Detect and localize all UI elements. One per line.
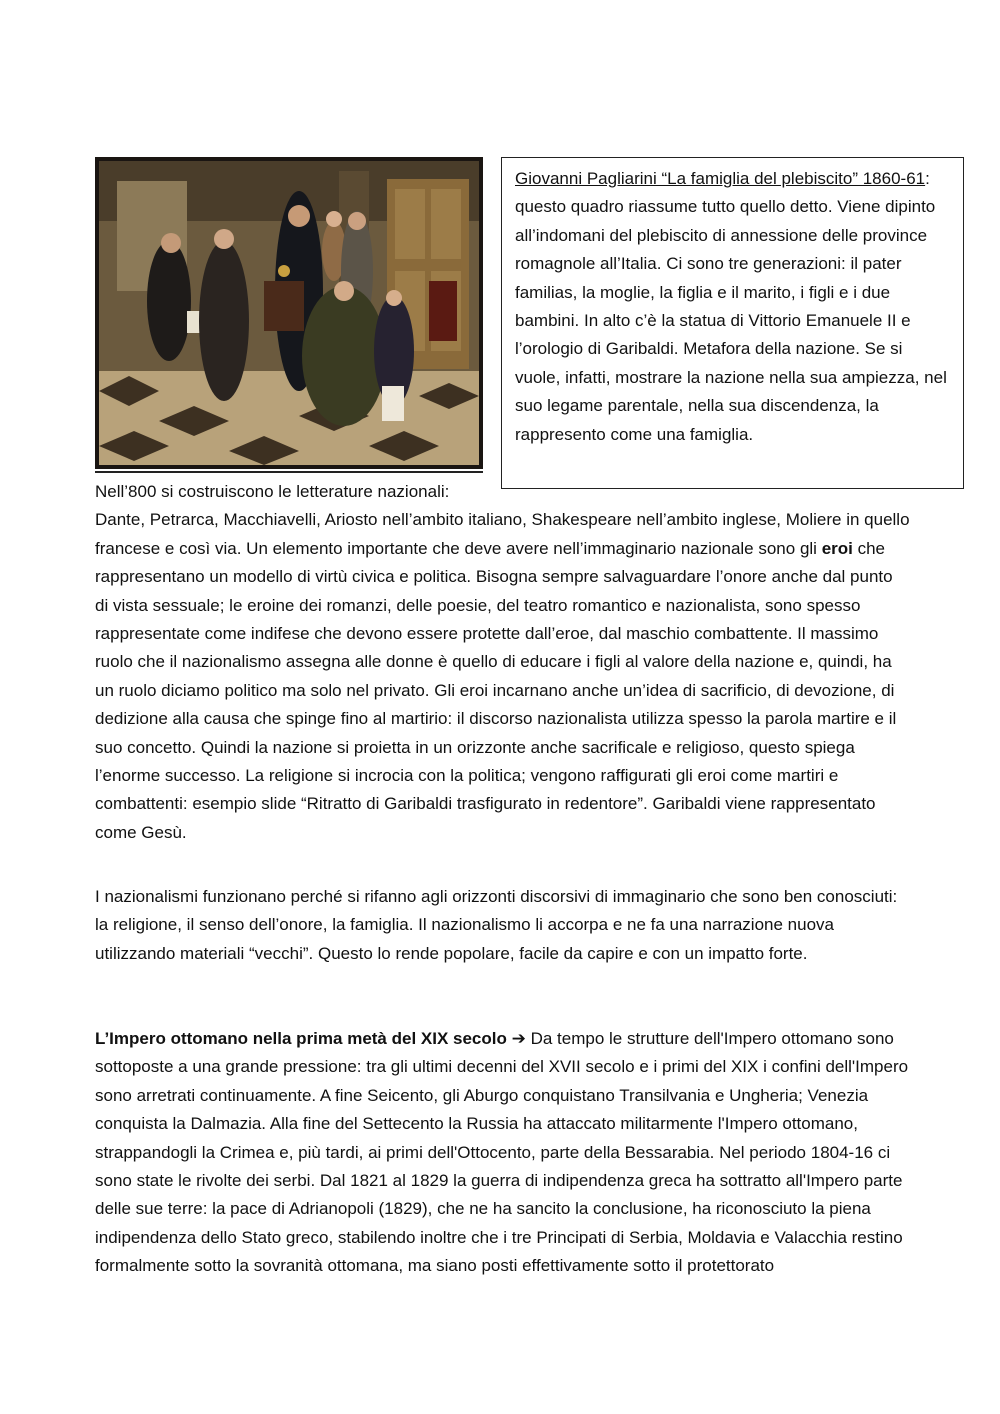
caption-title: Giovanni Pagliarini “La famiglia del plebiscito” 1860-61 (515, 169, 926, 188)
painting-caption-box (501, 157, 964, 489)
arrow-icon: ➔ (511, 1029, 526, 1048)
paragraph-text: Da tempo le strutture dell'Impero ottomano sono sottoposte a una grande pressione: tra gli ultimi decenni del XVII secolo e i primi del XIX i confini dell'Impero sono arretrati continuamente. A fine Seicento, gli Aburgo conquistano Transilvania e Ungheria; Venezia conquista la Dalmazia. Alla fine del Settecento la Russia ha attaccato militarmente l'Impero ottomano, strappandogli la Crimea e, più tardi, ai primi dell'Ottocento, parte della Bessarabia. Nel periodo 1804-16 ci sono state le rivolte dei serbi. Dal 1821 al 1829 la guerra di indipendenza greca ha sottratto all'Impero parte delle sue terre: la pace di Adrianopoli (1829), che ne ha sancito la conclusione, ha riconosciuto la piena indipendenza dello Stato greco, stabilendo inoltre che i tre Principati di Serbia, Moldavia e Valacchia restino formalmente sotto la sovranità ottomana, ma siano posti effettivamente sotto il protettorato (95, 1029, 909, 1276)
paragraph-text-continued: che rappresentano un modello di virtù civica e politica. Bisogna sempre salvaguardare l’onore anche dal punto di vista sessuale; le eroine dei romanzi, delle poesie, del teatro romantico e nazionalista, sono spesso rappresentate come indifese che devono essere protette dall’eroe, dal maschio combattente. Il massimo ruolo che il nazionalismo assegna alle donne è quello di educare i figli al valore della nazione e, quindi, ha un ruolo diciamo politico ma solo nel privato. Gli eroi incarnano anche un’idea di sacrificio, di devozione, di dedizione alla causa che spinge fino al martirio: il discorso nazionalista utilizza spesso la parola martire e il suo concetto. Quindi la nazione si proietta in un orizzonte anche sacrificale e religioso, questo spiega l’enorme successo. La religione si incrocia con la politica; vengono raffigurati gli eroi come martiri e combattenti: esempio slide “Ritratto di Garibaldi trasfigurato in redentore”. Garibaldi viene rappresentato come Gesù. (95, 538, 897, 842)
painting-underline (95, 471, 483, 473)
paragraph-nationalisms (95, 883, 910, 968)
paragraph-text: Dante, Petrarca, Macchiavelli, Ariosto nell’ambito italiano, Shakespeare nell’ambito inglese, Moliere in quello francese e così via. Un elemento importante che deve avere nell’immaginario nazionale sono gli (95, 510, 910, 558)
bold-term-eroi: eroi (821, 538, 853, 558)
caption-text: : questo quadro riassume tutto quello detto. Viene dipinto all’indomani del plebiscito di annessione delle province romagnole all’Italia. Ci sono tre generazioni: il pater familias, la moglie, la figlia e il marito, i figli e i due bambini. In alto c’è la statua di Vittorio Emanuele II e l’orologio di Garibaldi. Metafora della nazione. Se si vuole, infatti, mostrare la nazione nella sua ampiezza, nel suo legame parentale, nella sua discendenza, la rappresento come una famiglia. (515, 169, 947, 444)
painting-image (95, 157, 483, 469)
section-heading: L’Impero ottomano nella prima metà del XIX secolo (95, 1029, 507, 1048)
painting-illustration (99, 161, 479, 465)
paragraph-first-line: Nell’800 si costruiscono le letterature nazionali: (95, 482, 450, 501)
paragraph-national-literatures (95, 478, 910, 847)
paragraph-text: I nazionalismi funzionano perché si rifanno agli orizzonti discorsivi di immaginario che sono ben conosciuti: la religione, il senso dell’onore, la famiglia. Il nazionalismo li accorpa e ne fa una narrazione nuova utilizzando materiali “vecchi”. Questo lo rende popolare, facile da capire e con un impatto forte. (95, 887, 898, 963)
paragraph-ottoman-empire (95, 1025, 910, 1281)
